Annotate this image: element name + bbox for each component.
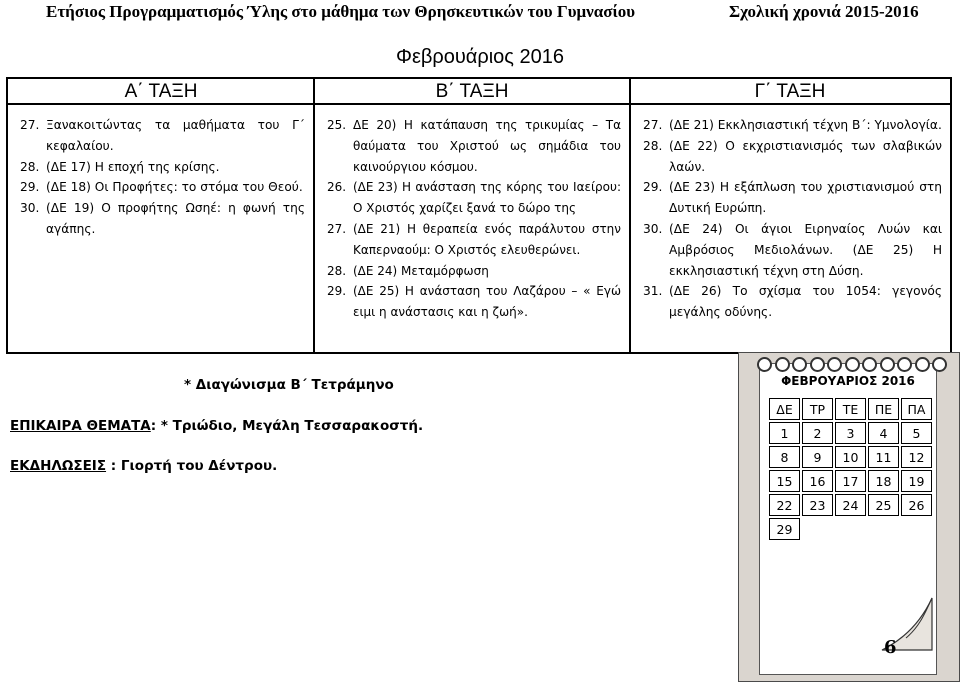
calendar-day: 26 [901,494,932,516]
calendar-day: 11 [868,446,899,468]
calendar-day: 22 [769,494,800,516]
header-school-year: Σχολική χρονιά 2015-2016 [729,2,919,21]
calendar-day-empty [868,518,899,540]
list-item: 28. (ΔΕ 22) Ο εκχριστιανισμός των σλαβικών λαών. [643,138,942,174]
events-label: ΕΚΔΗΛΩΣΕΙΣ [10,458,107,474]
binding-ring-icon [775,357,790,372]
list-item: 26. (ΔΕ 23) Η ανάσταση της κόρης του Ιαείρου: Ο Χριστός χαρίζει ξανά το δώρο της [327,180,621,216]
list-item: 28. (ΔΕ 17) Η εποχή της κρίσης. [20,159,220,174]
grade-a-list [8,105,313,240]
weekday-label: ΤΡ [802,398,833,420]
calendar-day: 5 [901,422,932,444]
page-number: 6 [884,637,897,658]
calendar-day: 15 [769,470,800,492]
calendar-week-row [769,518,932,540]
calendar-day: 4 [868,422,899,444]
calendar-day: 24 [835,494,866,516]
grade-c-title: Γ΄ ΤΑΞΗ [630,79,950,105]
calendar-day: 17 [835,470,866,492]
topics-label: ΕΠΙΚΑΙΡΑ ΘΕΜΑΤΑ [10,418,151,434]
current-topics [10,418,423,434]
calendar-day: 16 [802,470,833,492]
weekday-label: ΠΕ [868,398,899,420]
list-item: 30. (ΔΕ 19) Ο προφήτης Ωσηέ: η φωνή της αγάπης. [20,201,305,236]
binding-ring-icon [915,357,930,372]
calendar-grid [767,396,934,542]
binding-ring-icon [897,357,912,372]
calendar-title: ΦΕΒΡΟΥΑΡΙΟΣ 2016 [781,374,915,388]
list-item: 29. (ΔΕ 18) Οι Προφήτες: το στόμα του Θεού. [20,180,303,195]
grade-b-column [315,105,629,352]
calendar-day: 23 [802,494,833,516]
calendar-week-row [769,446,932,468]
calendar-header-row [769,398,932,420]
list-item: 25. ΔΕ 20) Η κατάπαυση της τρικυμίας – Τα θαύματα του Χριστού ως σημάδια του καινούργιου κόσμου. [327,118,621,174]
calendar-day: 12 [901,446,932,468]
calendar-day: 8 [769,446,800,468]
calendar-day: 3 [835,422,866,444]
calendar-day: 10 [835,446,866,468]
calendar-day-empty [901,518,932,540]
list-item: 29. (ΔΕ 23) Η εξάπλωση του χριστιανισμού στη Δυτική Ευρώπη. [643,180,942,216]
binding-ring-icon [880,357,895,372]
grade-c-list [631,105,950,323]
list-item: 27. (ΔΕ 21) Εκκλησιαστική τέχνη Β΄: Υμνολογία. [643,118,942,132]
list-item: 28. (ΔΕ 24) Μεταμόρφωση [327,263,489,278]
binding-ring-icon [757,357,772,372]
calendar-day: 9 [802,446,833,468]
calendar-week-row [769,494,932,516]
weekday-label: ΔΕ [769,398,800,420]
binding-ring-icon [827,357,842,372]
month-title: Φεβρουάριος 2016 [395,46,564,68]
binding-ring-icon [932,357,947,372]
list-item: 29. (ΔΕ 25) Η ανάσταση του Λαζάρου – « Εγώ ειμι η ανάστασις και η ζωή». [327,284,621,320]
grade-c-column [631,105,950,352]
exam-note: * Διαγώνισμα Β΄ Τετράμηνο [184,377,394,393]
grades-table [6,77,952,354]
weekday-label: ΠΑ [901,398,932,420]
binding-ring-icon [862,357,877,372]
calendar-day: 19 [901,470,932,492]
grade-b-list [315,105,629,323]
header-title: Ετήσιος Προγραμματισμός Ύλης στο μάθημα των Θρησκευτικών του Γυμνασίου [46,2,636,21]
calendar-day-empty [835,518,866,540]
calendar-day: 1 [769,422,800,444]
grade-a-title: Α΄ ΤΑΞΗ [8,79,314,105]
weekday-label: ΤΕ [835,398,866,420]
list-item: 30. (ΔΕ 24) Οι άγιοι Ειρηναίος Λυών και Αμβρόσιος Μεδιολάνων. (ΔΕ 25) Η εκκλησιαστική τέχνη στη Δύση. [643,221,942,278]
binding-ring-icon [792,357,807,372]
spiral-binding [757,357,947,371]
calendar-week-row [769,470,932,492]
calendar-day: 25 [868,494,899,516]
calendar-week-row [769,422,932,444]
grade-b-title: Β΄ ΤΑΞΗ [314,79,630,105]
list-item: 27. Ξανακοιτώντας τα μαθήματα του Γ΄ κεφαλαίου. [20,118,305,153]
calendar-day: 29 [769,518,800,540]
events-text: : Γιορτή του Δέντρου. [106,458,278,474]
list-item: 31. (ΔΕ 26) Το σχίσμα του 1054: γεγονός μεγάλης οδύνης. [643,284,942,320]
calendar-day: 2 [802,422,833,444]
calendar-day: 18 [868,470,899,492]
grade-a-column [8,105,313,352]
list-item: 27. (ΔΕ 21) Η θεραπεία ενός παράλυτου στην Καπερναούμ: Ο Χριστός ελευθερώνει. [327,221,621,257]
topics-text: : * Τριώδιο, Μεγάλη Τεσσαρακοστή. [150,418,424,434]
calendar-day-empty [802,518,833,540]
binding-ring-icon [810,357,825,372]
events-note [10,458,277,474]
binding-ring-icon [845,357,860,372]
